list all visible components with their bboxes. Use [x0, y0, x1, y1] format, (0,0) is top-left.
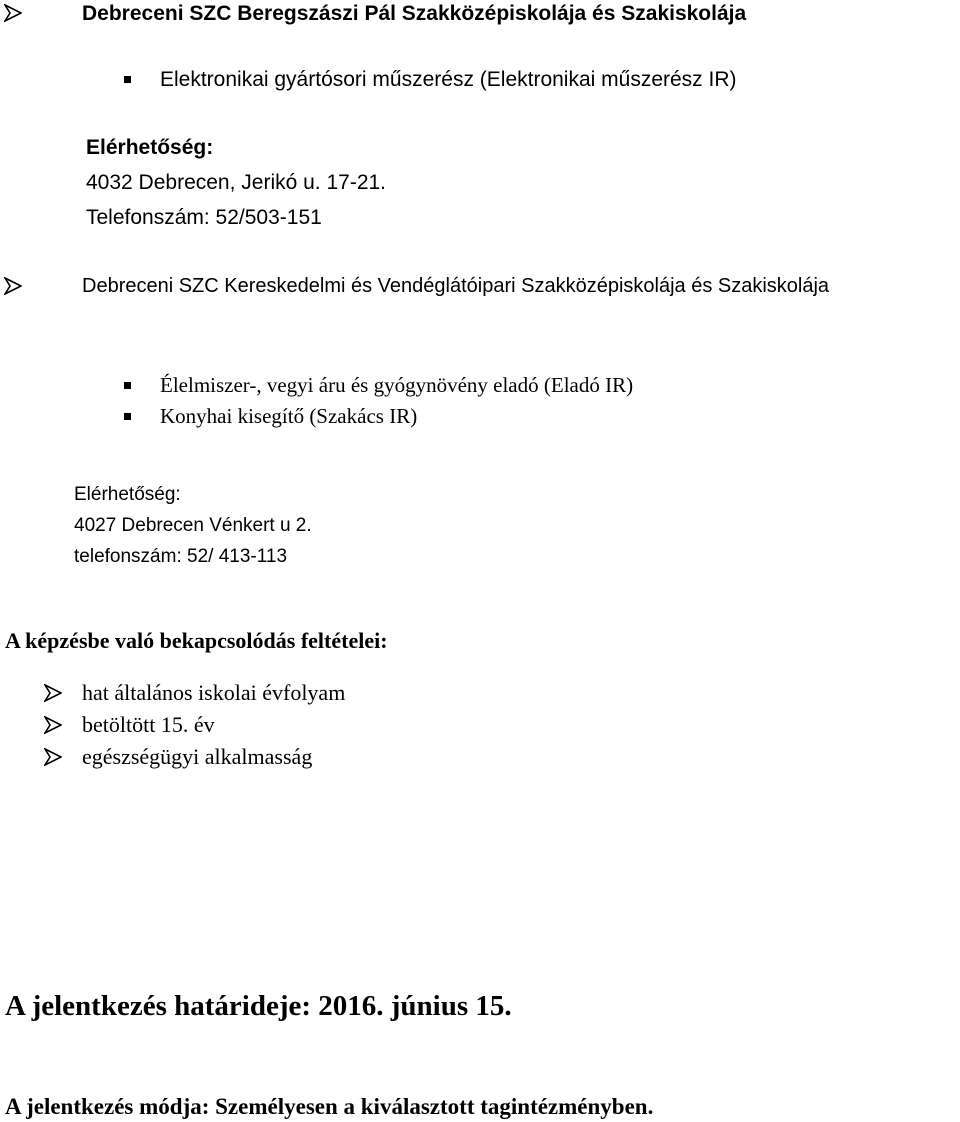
arrow-bullet-icon	[44, 748, 62, 766]
arrow-bullet-icon	[44, 684, 62, 702]
school-1-address: 4032 Debrecen, Jerikó u. 17-21.	[86, 171, 387, 194]
school-2-program-1: Élelmiszer-, vegyi áru és gyógynövény eladó (Eladó IR)	[160, 373, 634, 397]
arrow-bullet-icon	[4, 277, 22, 295]
requirement-item: betöltött 15. év	[82, 712, 215, 737]
school-2-contact-label: Elérhetőség:	[74, 484, 181, 505]
requirements-heading: A képzésbe való bekapcsolódás feltételei:	[5, 628, 388, 653]
requirement-item: hat általános iskolai évfolyam	[82, 680, 346, 705]
arrow-bullet-icon	[44, 716, 62, 734]
arrow-bullet-icon	[4, 4, 22, 22]
school-2-phone: telefonszám: 52/ 413-113	[74, 546, 288, 567]
school-2-program-2: Konyhai kisegítő (Szakács IR)	[160, 404, 418, 428]
square-bullet-icon	[124, 413, 131, 420]
school-1-phone: Telefonszám: 52/503-151	[86, 206, 322, 229]
school-2-name: Debreceni SZC Kereskedelmi és Vendéglátóipari Szakközépiskolája és Szakiskolája	[82, 275, 830, 297]
school-1-contact-label: Elérhetőség:	[86, 136, 214, 159]
school-1-name: Debreceni SZC Beregszászi Pál Szakközépiskolája és Szakiskolája	[82, 2, 747, 25]
application-deadline: A jelentkezés határideje: 2016. június 15.	[5, 990, 512, 1022]
school-1-program: Elektronikai gyártósori műszerész (Elektronikai műszerész IR)	[160, 68, 737, 91]
requirement-item: egészségügyi alkalmasság	[82, 744, 313, 769]
square-bullet-icon	[124, 76, 131, 83]
school-2-address: 4027 Debrecen Vénkert u 2.	[74, 515, 312, 536]
square-bullet-icon	[124, 382, 131, 389]
application-method: A jelentkezés módja: Személyesen a kiválasztott tagintézményben.	[5, 1094, 654, 1119]
